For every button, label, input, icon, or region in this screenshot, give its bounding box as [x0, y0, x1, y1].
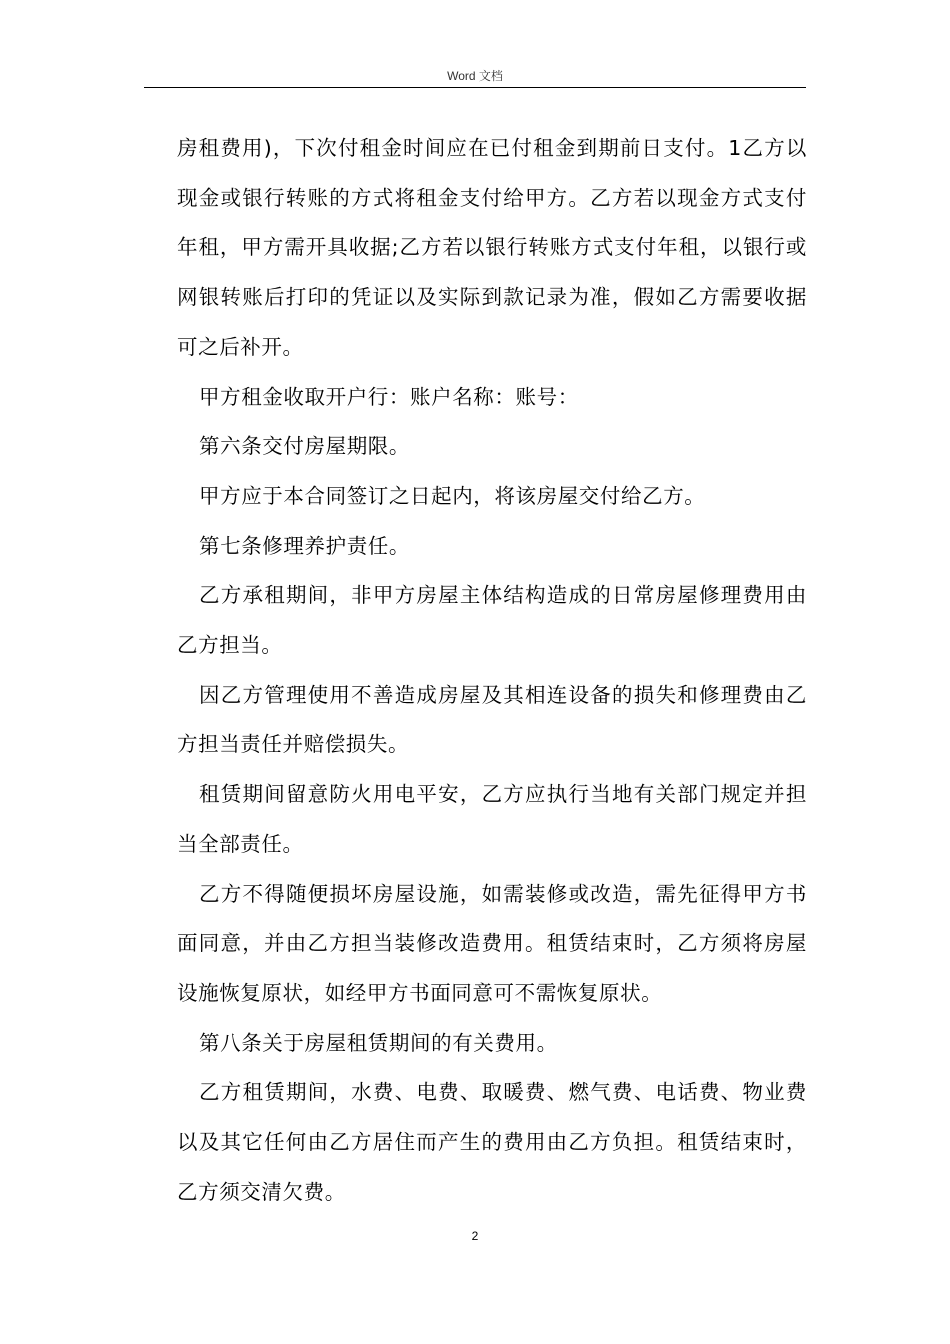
page-header: Word 文档	[447, 69, 503, 83]
paragraph-bank-account: 甲方租金收取开户行：账户名称：账号：	[199, 384, 579, 409]
paragraph-delivery: 甲方应于本合同签订之日起内，将该房屋交付给乙方。	[199, 483, 706, 508]
heading-article-8: 第八条关于房屋租赁期间的有关费用。	[199, 1030, 558, 1055]
paragraph-fire-safety: 租赁期间留意防火用电平安，乙方应执行当地有关部门规定并担当全部责任。	[177, 782, 807, 856]
page-number: 2	[471, 1229, 479, 1243]
paragraph-rent-payment: 房租费用)，下次付租金时间应在已付租金到期前日支付。1乙方以现金或银行转账的方式将租金支付给甲方。乙方若以现金方式支付年租，甲方需开具收据;乙方若以银行转账方式支付年租，以银行或网银转账后打印的凭证以及实际到款记录为准，假如乙方需要收据可之后补开。	[177, 136, 807, 359]
heading-article-7: 第七条修理养护责任。	[199, 533, 410, 558]
paragraph-repair-costs: 乙方承租期间，非甲方房屋主体结构造成的日常房屋修理费用由乙方担当。	[177, 583, 807, 658]
paragraph-damage-liability: 因乙方管理使用不善造成房屋及其相连设备的损失和修理费由乙方担当责任并赔偿损失。	[177, 682, 807, 757]
paragraph-utility-fees: 乙方租赁期间，水费、电费、取暖费、燃气费、电话费、物业费以及其它任何由乙方居住而产生的费用由乙方负担。租赁结束时，乙方须交清欠费。	[177, 1080, 807, 1204]
heading-article-6: 第六条交付房屋期限。	[199, 434, 410, 459]
header-divider	[144, 87, 806, 88]
document-body	[177, 124, 807, 1217]
paragraph-renovation: 乙方不得随便损坏房屋设施，如需装修或改造，需先征得甲方书面同意，并由乙方担当装修改造费用。租赁结束时，乙方须将房屋设施恢复原状，如经甲方书面同意可不需恢复原状。	[177, 881, 807, 1005]
